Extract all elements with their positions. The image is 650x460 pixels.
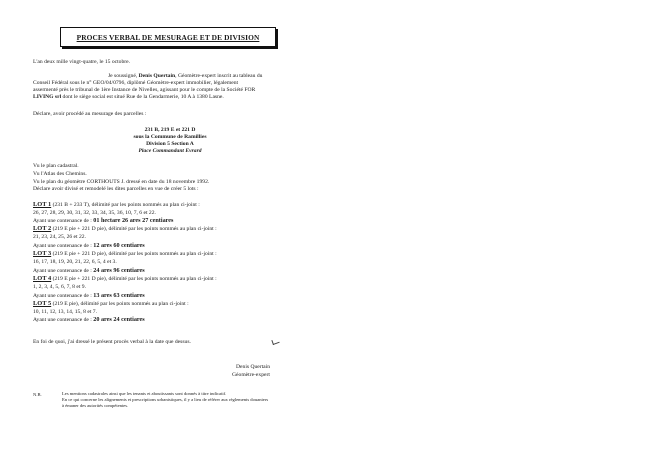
intro-l4-b: dont le siège social est situé Rue de la Gendarmerie, 10 A à 1380 Lasne. — [61, 94, 224, 100]
lot-2-points: 21, 23, 24, 25, 26 et 22. — [33, 234, 86, 240]
lot-1-points: 26, 27, 28, 29, 30, 31, 32, 33, 34, 35, 36, 10, 7, 6 et 22. — [33, 210, 156, 216]
parcel-commune: sous la Commune de Ramillies — [133, 134, 207, 140]
seen-line-1: Vu le plan cadastral. — [33, 163, 79, 169]
title-box — [60, 27, 276, 47]
nb-line-2: En ce qui concerne les alignements et prescriptions urbanistiques, il y a lieu de référer aux règlements douaniers — [62, 397, 269, 402]
lot-2-label: LOT 2 — [33, 225, 52, 232]
lot-3-desc: (219 E pie + 221 D pie), délimité par les points nommés au plan ci-joint : — [51, 251, 217, 257]
seen-line-2: Vu l'Atlas des Chemins. — [33, 171, 87, 177]
lot-4-area-prefix: Ayant une contenance de : — [33, 293, 94, 299]
lot-2-area-line — [33, 243, 145, 250]
lot-4-desc: (219 E pie + 221 D pie), délimité par les points nommés au plan ci-joint : — [51, 276, 217, 282]
pen-tick-mark — [271, 338, 279, 345]
lot-2-area-prefix: Ayant une contenance de : — [33, 243, 94, 249]
nb-line-3: à émaner des autorités compétentes. — [62, 403, 129, 408]
intro-line-3: assermenté près le tribunal de 1ère Instance de Nivelles, agissant pour le compte de la Société FOR — [33, 87, 256, 93]
seen-line-3: Vu le plan du géomètre CORTHOUTS J. dressé en date du 18 novembre 1992. — [33, 179, 210, 185]
surveyor-name: Denis Quertain — [138, 73, 176, 79]
declare-line: Déclare, avoir procédé au mesurage des parcelles : — [33, 111, 147, 117]
lot-3-points: 16, 17, 18, 19, 20, 21, 22, 6, 5, 4 et 3. — [33, 259, 117, 265]
lot-1-area: 01 hectare 26 ares 27 centiares — [93, 217, 174, 224]
nb-label: N.B. — [33, 392, 42, 397]
lot-2-header — [33, 226, 217, 233]
lot-1-header — [33, 202, 200, 209]
nb-line-1: Les mentions cadastrales ainsi que les tenants et aboutissants sont donnés à titre indicatif. — [62, 391, 227, 396]
lot-5-points: 10, 11, 12, 13, 14, 15, 8 et 7. — [33, 309, 97, 315]
lot-3-header — [33, 251, 217, 258]
document-title: PROCES VERBAL DE MESURAGE ET DE DIVISION — [76, 32, 260, 42]
closing-line: En foi de quoi, j'ai dressé le présent procès verbal à la date que dessus. — [33, 339, 191, 345]
lot-5-area-prefix: Ayant une contenance de : — [33, 317, 94, 323]
lot-3-area: 24 ares 96 centiares — [93, 267, 145, 274]
signature-role: Géomètre-expert — [232, 372, 270, 378]
date-line: L'an deux mille vingt-quatre, le 15 octobre. — [33, 59, 131, 65]
intro-l1-b: , Géomètre-expert inscrit au tableau du — [175, 73, 263, 79]
parcel-place: Place Commandant Evrard — [138, 148, 202, 154]
intro-line-1 — [108, 73, 262, 80]
lot-5-label: LOT 5 — [33, 300, 52, 307]
lot-4-label: LOT 4 — [33, 275, 52, 282]
lot-4-area: 13 ares 63 centiares — [93, 292, 145, 299]
intro-l1-a: Je soussigné, — [108, 73, 139, 79]
lot-3-area-prefix: Ayant une contenance de : — [33, 268, 94, 274]
lot-4-header — [33, 276, 217, 283]
lot-2-desc: (219 E pie + 221 D pie), délimité par les points nommés au plan ci-joint : — [51, 226, 217, 232]
seen-line-4: Déclare avoir divisé et remodelé les dites parcelles en vue de créer 5 lots : — [33, 186, 199, 192]
lot-1-area-line — [33, 218, 173, 225]
lot-4-points: 1, 2, 3, 4, 5, 6, 7, 8 et 9. — [33, 284, 86, 290]
parcel-division: Division 5 Section A — [146, 141, 194, 147]
lot-5-desc: (219 E pie), délimité par les points nommés au plan ci-joint : — [51, 301, 189, 307]
signature-name: Denis Quertain — [236, 364, 271, 370]
lot-5-header — [33, 301, 189, 308]
lot-1-desc: (231 B + 233 T), délimité par les points nommés au plan ci-joint : — [51, 202, 200, 208]
company-name: LIVING srl — [33, 94, 62, 100]
lot-3-label: LOT 3 — [33, 250, 52, 257]
intro-line-4 — [33, 94, 224, 101]
lot-2-area: 12 ares 60 centiares — [93, 242, 145, 249]
lot-4-area-line — [33, 293, 145, 300]
lot-3-area-line — [33, 268, 145, 275]
lot-1-area-prefix: Ayant une contenance de : — [33, 218, 94, 224]
parcel-numbers: 231 B, 219 E et 221 D — [144, 127, 196, 133]
intro-line-2: Conseil Fédéral sous le n° GEO/04/0796, diplômé Géomètre-expert immobilier, légalement — [33, 80, 239, 86]
lot-1-label: LOT 1 — [33, 201, 52, 208]
lot-5-area-line — [33, 317, 145, 324]
lot-5-area: 20 ares 24 centiares — [93, 316, 145, 323]
